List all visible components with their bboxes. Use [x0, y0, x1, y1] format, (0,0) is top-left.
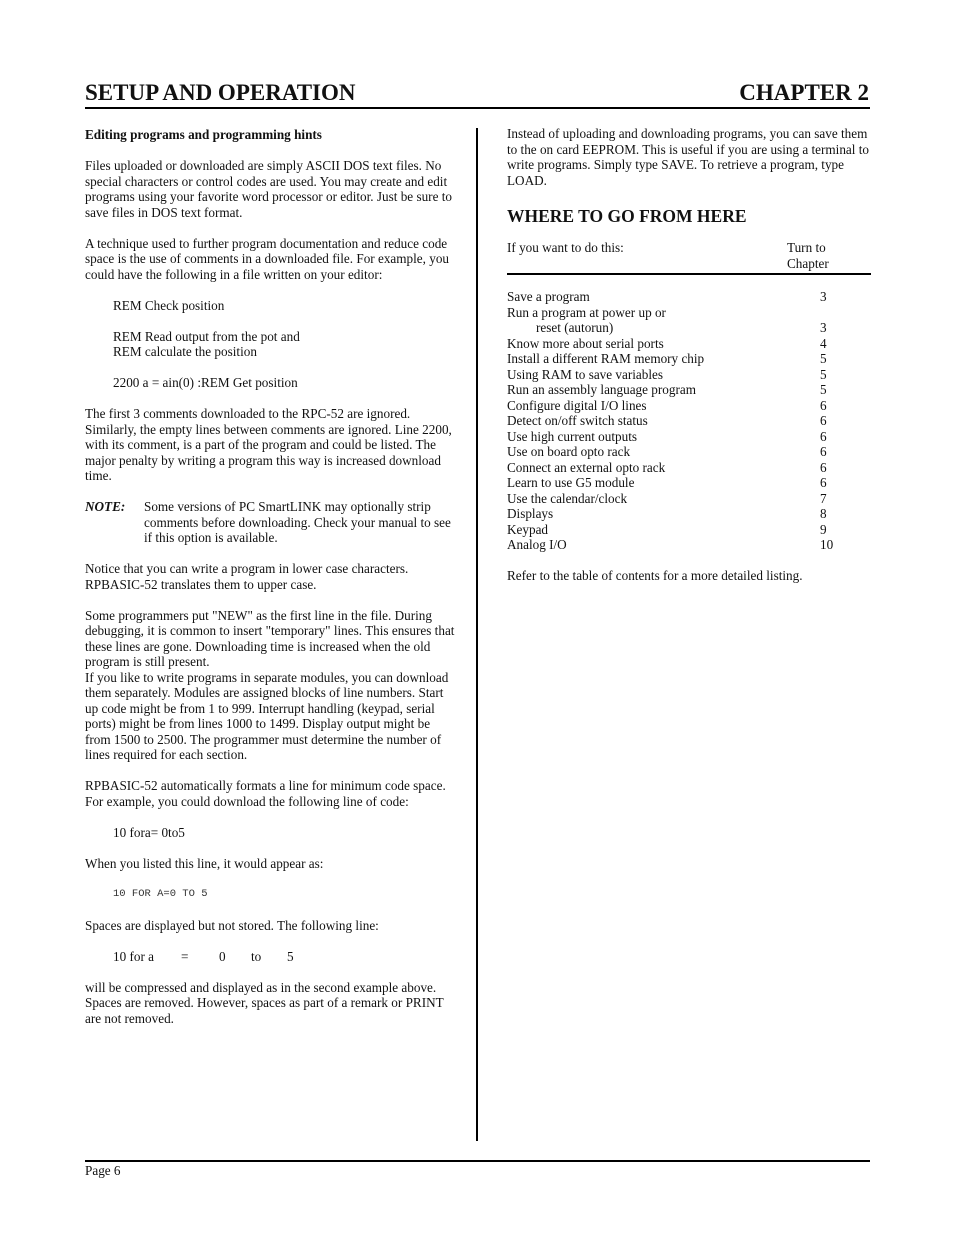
task-text: Using RAM to save variables	[507, 366, 664, 382]
table-cell-task	[507, 460, 820, 476]
table-cell-chapter: 5	[820, 382, 827, 397]
task-text: Displays	[507, 506, 554, 521]
paragraph: A technique used to further program documentation and reduce code space is the use of comments in a downloaded file. For example, you could have the following in a file written on your editor:	[85, 235, 450, 282]
table-row	[507, 522, 871, 538]
code-block	[113, 329, 455, 360]
task-text: Install a different RAM memory chip	[507, 351, 705, 366]
code-token: =	[181, 948, 189, 964]
paragraph: Instead of uploading and downloading programs, you can save them to the on card EEPROM. This is useful if you are using a terminal to write programs. Simply type SAVE. To retrieve a program, type LOAD.	[507, 126, 869, 188]
header-section-title: SETUP AND OPERATION	[85, 80, 356, 105]
paragraph: If you like to write programs in separate modules, you can download them separately. Modules are assigned blocks of line numbers. Start up code might be from 1 to 999. Interrupt handling (keypad, serial ports) might be from lines 1000 to 1499. Display output might be from 1500 to 2500. The programmer must determine the number of lines required for each section.	[85, 669, 449, 762]
table-cell-task	[507, 537, 820, 553]
table-cell-task	[507, 475, 820, 491]
task-text: Keypad	[507, 521, 549, 537]
table-cell-task	[507, 413, 820, 429]
task-text: Use on board opto rack	[507, 444, 631, 459]
table-cell-task	[507, 444, 820, 460]
paragraph: When you listed this line, it would appear as:	[85, 855, 324, 871]
table-header-chapter-line: Chapter	[787, 255, 829, 271]
code-output-line: 10 FOR A=0 TO 5	[113, 887, 208, 900]
footer-rule	[85, 1160, 870, 1162]
section-heading: WHERE TO GO FROM HERE	[507, 206, 747, 226]
code-line: REM Check position	[113, 297, 225, 313]
table-cell-task	[507, 491, 820, 507]
table-header-chapter	[787, 240, 871, 271]
table-cell-task	[507, 522, 820, 538]
task-text: Configure digital I/O lines	[507, 397, 647, 413]
table-row	[507, 289, 871, 305]
table-row	[507, 367, 871, 383]
task-text: Save a program	[507, 289, 590, 304]
paragraph: Some programmers put "NEW" as the first line in the file. During debugging, it is common to insert "temporary" lines. This ensures that these lines are gone. Downloading time is increased when the old program is still present.	[85, 607, 455, 669]
paragraph: Spaces are displayed but not stored. The following line:	[85, 917, 379, 933]
column-divider	[476, 128, 478, 1141]
table-cell-chapter: 5	[820, 351, 827, 366]
table-cell-chapter: 4	[820, 335, 827, 351]
table-cell-task	[507, 429, 820, 445]
code-line: REM Read output from the pot and	[113, 328, 300, 344]
table-header	[507, 240, 871, 271]
note-block	[85, 499, 455, 546]
table-cell-chapter: 6	[820, 397, 827, 413]
table-cell-chapter: 9	[820, 521, 827, 537]
task-text: Analog I/O	[507, 537, 567, 552]
task-text: Use high current outputs	[507, 428, 638, 444]
table-row	[507, 444, 871, 460]
table-cell-chapter: 7	[820, 490, 827, 506]
refer-note: Refer to the table of contents for a more detailed listing.	[507, 568, 803, 583]
paragraph: will be compressed and displayed as in the second example above. Spaces are removed. However, spaces as part of a remark or PRINT are not removed.	[85, 979, 444, 1026]
code-token: 5	[287, 948, 294, 964]
task-text-continued: reset (autorun)	[536, 320, 614, 335]
table-cell-chapter: 6	[820, 459, 827, 475]
table-cell-task	[507, 305, 820, 336]
table-cell-chapter: 5	[820, 366, 827, 382]
table-cell-task	[507, 382, 820, 398]
table-row	[507, 475, 871, 491]
table-cell-chapter: 6	[820, 413, 827, 428]
table-cell-chapter: 6	[820, 428, 827, 444]
section-subheading: Editing programs and programming hints	[85, 127, 322, 142]
table-cell-task	[507, 398, 820, 414]
table-row	[507, 537, 871, 553]
table-row	[507, 305, 871, 336]
code-line-spaced	[113, 949, 455, 965]
table-cell-chapter: 10	[820, 537, 834, 552]
right-column	[507, 126, 871, 599]
table-cell-chapter: 6	[820, 475, 827, 490]
table-row	[507, 491, 871, 507]
header-rule	[85, 107, 870, 109]
paragraph: The first 3 comments downloaded to the RPC-52 are ignored. Similarly, the empty lines between comments are ignored. Line 2200, with its comment, is a part of the program and could be listed. The major penalty by writing a program this way is increased download time.	[85, 406, 452, 483]
table-header-task: If you want to do this:	[507, 240, 624, 255]
code-line: REM calculate the position	[113, 344, 257, 359]
table-cell-chapter: 6	[820, 444, 827, 459]
table-cell-chapter: 3	[820, 289, 827, 304]
table-row	[507, 351, 871, 367]
table-row	[507, 336, 871, 352]
table-cell-task	[507, 506, 820, 522]
task-text: Use the calendar/clock	[507, 490, 628, 506]
table-row	[507, 382, 871, 398]
table-rule	[507, 273, 871, 275]
table-cell-task	[507, 367, 820, 383]
task-text: Connect an external opto rack	[507, 459, 666, 475]
table-row	[507, 506, 871, 522]
table-cell-chapter: 8	[820, 506, 827, 521]
table-row	[507, 398, 871, 414]
table-cell-task	[507, 351, 820, 367]
note-text: Some versions of PC SmartLINK may optionally strip comments before downloading. Check your manual to see if this option is available.	[144, 499, 451, 545]
table-body	[507, 289, 871, 553]
code-line: 2200 a = ain(0) :REM Get position	[113, 375, 298, 390]
table-row	[507, 460, 871, 476]
code-token: to	[251, 948, 262, 964]
paragraph: RPBASIC-52 automatically formats a line for minimum code space. For example, you could download the following line of code:	[85, 778, 446, 809]
table-cell-task	[507, 289, 820, 305]
table-row	[507, 429, 871, 445]
code-token: 10 for a	[113, 948, 155, 964]
table-cell-chapter: 3	[820, 320, 827, 335]
task-text: Detect on/off switch status	[507, 413, 648, 428]
task-text: Run an assembly language program	[507, 382, 696, 397]
task-text: Run a program at power up or	[507, 304, 666, 320]
task-text: Know more about serial ports	[507, 335, 664, 351]
paragraph: Files uploaded or downloaded are simply ASCII DOS text files. No special characters or control codes are used. You may create and edit programs using your favorite word processor or editor. Just be sure to save files in DOS text format.	[85, 158, 452, 220]
task-text: Learn to use G5 module	[507, 475, 635, 490]
note-label: NOTE:	[85, 499, 126, 514]
code-line: 10 fora= 0to5	[113, 824, 185, 840]
table-cell-task	[507, 336, 820, 352]
table-row	[507, 413, 871, 429]
left-column	[85, 127, 455, 1042]
page-number: Page 6	[85, 1163, 121, 1178]
code-token: 0	[219, 948, 226, 964]
paragraph: Notice that you can write a program in lower case characters. RPBASIC-52 translates them to upper case.	[85, 561, 409, 592]
table-header-chapter-line: Turn to	[787, 240, 826, 255]
header-chapter-title: CHAPTER 2	[739, 80, 869, 105]
